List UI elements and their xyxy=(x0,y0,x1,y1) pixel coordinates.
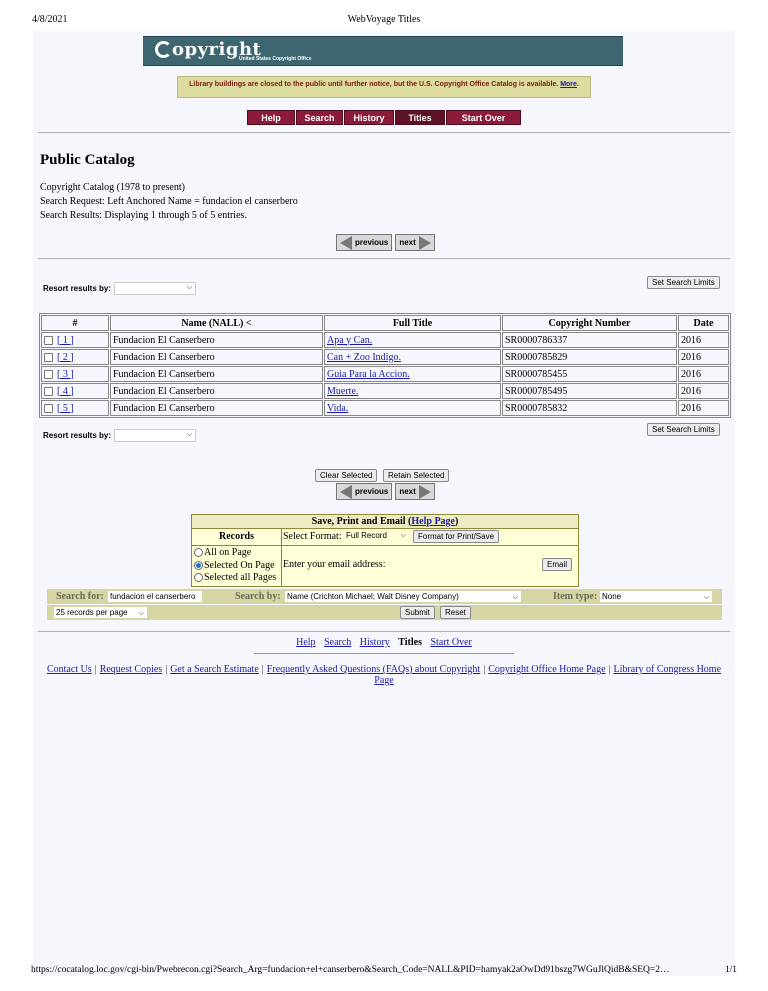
name-cell: Fundacion El Canserbero xyxy=(110,366,323,382)
resort-label: Resort results by: xyxy=(43,431,112,440)
resort-bottom xyxy=(43,429,196,442)
logo-text: opyright xyxy=(172,39,262,60)
format-for-print-button[interactable]: Format for Print/Save xyxy=(413,530,499,543)
catalog-name: Copyright Catalog (1978 to present) xyxy=(40,182,185,193)
footer-start-over-link[interactable]: Start Over xyxy=(430,637,472,648)
row-checkbox[interactable] xyxy=(44,387,53,396)
table-row xyxy=(41,332,729,348)
next-button[interactable]: next xyxy=(395,234,434,251)
arrow-left-icon xyxy=(340,485,352,499)
search-options-bar xyxy=(47,605,722,620)
copyright-number-cell: SR0000786337 xyxy=(502,332,677,348)
copyright-number-cell: SR0000785832 xyxy=(502,400,677,416)
logo-subtitle: United States Copyright Office xyxy=(239,56,312,62)
records-label: Records xyxy=(219,531,254,542)
page-title: Public Catalog xyxy=(40,152,135,168)
email-button[interactable]: Email xyxy=(542,558,572,571)
title-link[interactable]: Apa y Can. xyxy=(327,334,373,346)
submit-button[interactable]: Submit xyxy=(400,606,435,619)
name-cell: Fundacion El Canserbero xyxy=(110,383,323,399)
resort-select[interactable] xyxy=(114,282,196,295)
option-selected-all-pages[interactable]: Selected all Pages xyxy=(194,572,276,585)
records-options xyxy=(194,547,276,585)
previous-button[interactable]: previous xyxy=(336,483,392,500)
footer-nav xyxy=(33,637,735,648)
chevron-down-icon: ⌵ xyxy=(400,532,406,539)
nav-start-over[interactable]: Start Over xyxy=(446,110,521,125)
name-cell: Fundacion El Canserbero xyxy=(110,332,323,348)
footer-history-link[interactable]: History xyxy=(359,637,390,648)
resort-select[interactable] xyxy=(114,429,196,442)
column-header: Full Title xyxy=(324,315,501,331)
arrow-right-icon xyxy=(419,485,431,499)
nav-history[interactable]: History xyxy=(344,110,394,125)
set-search-limits-button[interactable]: Set Search Limits xyxy=(647,423,720,436)
contact-us-link[interactable]: Contact Us xyxy=(46,664,92,675)
help-page-link[interactable]: Help Page xyxy=(411,516,455,527)
chevron-down-icon: ⌵ xyxy=(512,594,518,601)
divider xyxy=(38,132,730,133)
footer-titles-current: Titles xyxy=(398,637,422,648)
resort-top xyxy=(43,282,196,295)
row-checkbox[interactable] xyxy=(44,336,53,345)
nav-search[interactable]: Search xyxy=(296,110,343,125)
print-page-number: 1/1 xyxy=(724,965,737,975)
notice-more-link[interactable]: More xyxy=(560,81,577,88)
title-link[interactable]: Muerte. xyxy=(327,385,359,397)
email-input[interactable] xyxy=(401,559,541,570)
retain-selected-button[interactable]: Retain Selected xyxy=(383,469,449,482)
copyright-banner[interactable] xyxy=(143,36,623,66)
record-number-link[interactable]: [ 2 ] xyxy=(57,351,74,363)
search-request: Search Request: Left Anchored Name = fundacion el canserbero xyxy=(40,196,298,207)
table-row xyxy=(41,366,729,382)
table-row xyxy=(41,349,729,365)
previous-button[interactable]: previous xyxy=(336,234,392,251)
next-button[interactable]: next xyxy=(395,483,434,500)
table-header-row xyxy=(41,315,729,331)
clear-selected-button[interactable]: Clear Selected xyxy=(315,469,377,482)
email-label: Enter your email address: xyxy=(283,559,386,570)
results-table xyxy=(39,313,731,418)
copyright-logo-icon xyxy=(155,41,172,58)
name-cell: Fundacion El Canserbero xyxy=(110,349,323,365)
item-type-select[interactable]: None ⌵ xyxy=(600,591,712,602)
record-number-link[interactable]: [ 3 ] xyxy=(57,368,74,380)
search-by-label: Search by: xyxy=(235,591,281,602)
title-link[interactable]: Vida. xyxy=(327,402,349,414)
radio-button[interactable] xyxy=(194,573,203,582)
save-print-email-panel xyxy=(191,514,579,587)
table-row xyxy=(41,400,729,416)
print-title: WebVoyage Titles xyxy=(347,14,421,25)
title-link[interactable]: Can + Zoo Indigo. xyxy=(327,351,401,363)
name-cell: Fundacion El Canserbero xyxy=(110,400,323,416)
chevron-down-icon: ⌵ xyxy=(186,284,193,291)
format-label: Select Format: xyxy=(283,531,342,542)
chevron-down-icon: ⌵ xyxy=(703,594,709,601)
radio-button[interactable] xyxy=(194,548,203,557)
set-search-limits-button[interactable]: Set Search Limits xyxy=(647,276,720,289)
faq-link[interactable]: Frequently Asked Questions (FAQs) about Copyright xyxy=(266,664,481,675)
row-checkbox[interactable] xyxy=(44,353,53,362)
print-url: https://cocatalog.loc.gov/cgi-bin/Pwebrecon.cgi?Search_Arg=fundacion+el+canserbero&Search_Code=NALL&PID=hamyak2aOwDd91bszg7WGuJlQidB&SEQ=2… xyxy=(31,965,670,975)
search-bar xyxy=(47,589,722,604)
column-header: Date xyxy=(678,315,729,331)
format-select[interactable]: Full Record ⌵ xyxy=(346,531,406,540)
search-by-select[interactable]: Name (Crichton Michael; Walt Disney Company) ⌵ xyxy=(285,591,521,602)
radio-button[interactable] xyxy=(194,561,203,570)
panel-title: Save, Print and Email (Help Page) xyxy=(192,515,578,529)
table-row xyxy=(41,383,729,399)
arrow-right-icon xyxy=(419,236,431,250)
request-copies-link[interactable]: Request Copies xyxy=(99,664,163,675)
column-header: # xyxy=(41,315,109,331)
arrow-left-icon xyxy=(340,236,352,250)
record-number-link[interactable]: [ 5 ] xyxy=(57,402,74,414)
search-results-count: Search Results: Displaying 1 through 5 of 5 entries. xyxy=(40,210,247,221)
column-header: Copyright Number xyxy=(502,315,677,331)
chevron-down-icon: ⌵ xyxy=(186,431,193,438)
date-cell: 2016 xyxy=(678,383,729,399)
print-date: 4/8/2021 xyxy=(32,14,68,25)
date-cell: 2016 xyxy=(678,400,729,416)
library-of-congress-link[interactable]: Library of Congress Home Page xyxy=(374,664,722,686)
nav-help[interactable]: Help xyxy=(247,110,295,125)
nav-titles[interactable]: Titles xyxy=(395,110,445,125)
search-for-input[interactable]: fundacion el canserbero xyxy=(108,591,202,602)
record-number-link[interactable]: [ 1 ] xyxy=(57,334,74,346)
record-number-link[interactable]: [ 4 ] xyxy=(57,385,74,397)
option-selected-on-page[interactable]: Selected On Page xyxy=(194,560,276,573)
title-link[interactable]: Guia Para la Accion. xyxy=(327,368,410,380)
row-checkbox[interactable] xyxy=(44,370,53,379)
date-cell: 2016 xyxy=(678,366,729,382)
reset-button[interactable]: Reset xyxy=(440,606,471,619)
option-all-on-page[interactable]: All on Page xyxy=(194,547,276,560)
item-type-label: Item type: xyxy=(553,591,598,602)
search-for-label: Search for: xyxy=(56,591,104,602)
copyright-number-cell: SR0000785455 xyxy=(502,366,677,382)
divider xyxy=(254,653,514,654)
footer-help-link[interactable]: Help xyxy=(296,637,316,648)
records-per-page-select[interactable]: 25 records per page ⌵ xyxy=(54,607,147,618)
search-estimate-link[interactable]: Get a Search Estimate xyxy=(170,664,259,675)
footer-links: Contact Us | Request Copies | Get a Search Estimate | Frequently Asked Questions (FAQs) about Copyright | Copyright Office Home Page | Library of Congress Home Page xyxy=(46,664,722,686)
date-cell: 2016 xyxy=(678,332,729,348)
date-cell: 2016 xyxy=(678,349,729,365)
column-header: Name (NALL) < xyxy=(110,315,323,331)
pager-top xyxy=(336,234,435,251)
copyright-number-cell: SR0000785495 xyxy=(502,383,677,399)
resort-label: Resort results by: xyxy=(43,284,112,293)
pager-bottom xyxy=(336,483,435,500)
top-nav xyxy=(247,110,522,125)
footer-search-link[interactable]: Search xyxy=(324,637,352,648)
page xyxy=(33,31,735,976)
chevron-down-icon: ⌵ xyxy=(138,610,144,617)
copyright-office-home-link[interactable]: Copyright Office Home Page xyxy=(488,664,606,675)
divider xyxy=(38,631,730,632)
copyright-number-cell: SR0000785829 xyxy=(502,349,677,365)
divider xyxy=(38,258,730,259)
row-checkbox[interactable] xyxy=(44,404,53,413)
closure-notice: Library buildings are closed to the public until further notice, but the U.S. Copyright Office Catalog is available. More. xyxy=(177,76,591,98)
notice-text: Library buildings are closed to the public until further notice, but the U.S. Copyright Office Catalog is available. xyxy=(189,81,559,88)
